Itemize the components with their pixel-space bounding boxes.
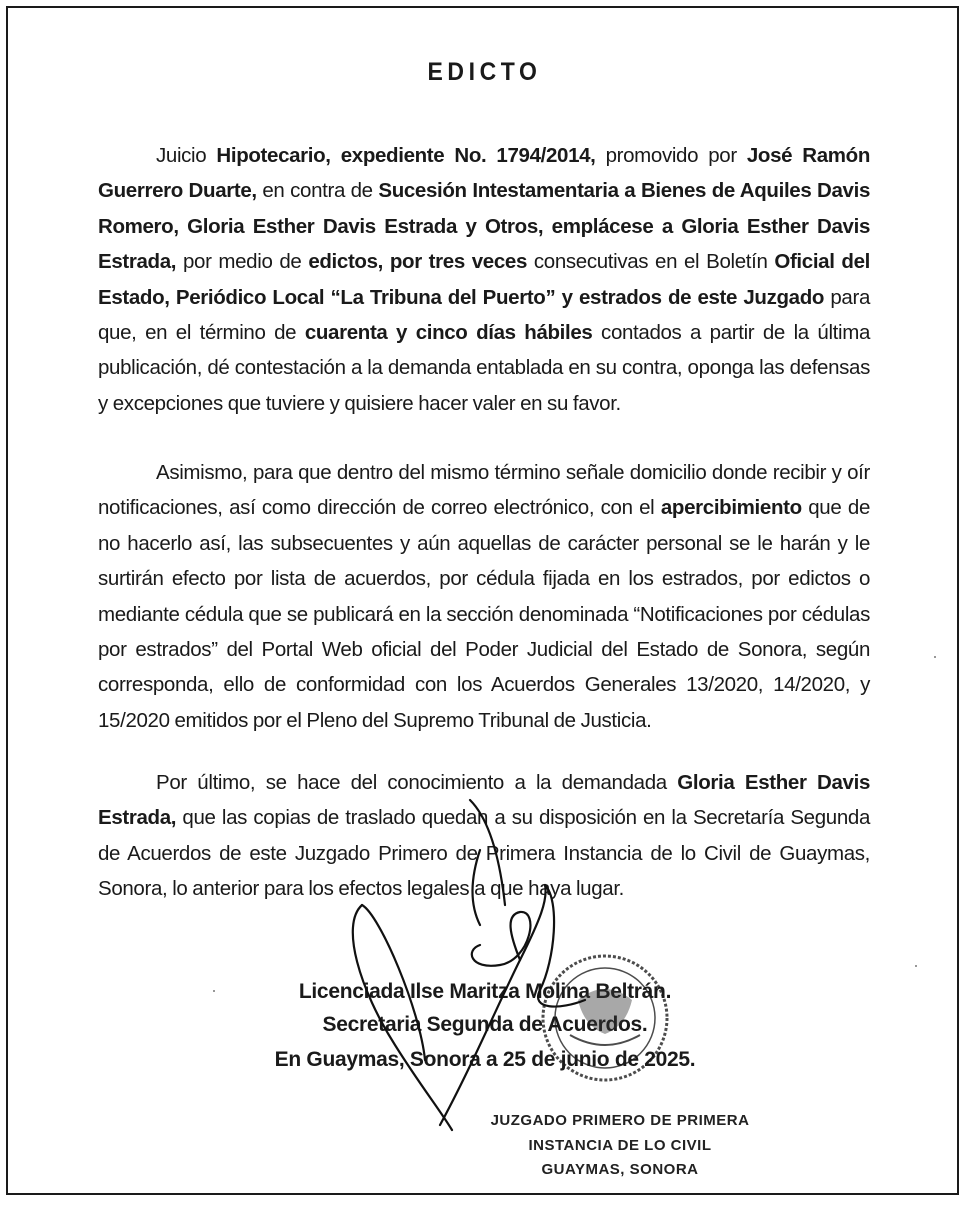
text-run: para que, en el término de	[98, 285, 870, 345]
text-run: en contra de	[256, 179, 379, 203]
bold-text-run: apercibimiento	[660, 496, 802, 520]
paragraph-2	[98, 455, 870, 738]
court-stamp-line-2: INSTANCIA DE LO CIVIL	[528, 1137, 712, 1154]
text-run: que las copias de traslado quedan a su disposición en la Secretaría Segunda de Acuerdos de este Juzgado Primero de Primera Instancia de lo Civil de Guaymas, Sonora, lo anterior para los efectos legales a que haya lugar.	[98, 806, 870, 901]
bold-text-run: Hipotecario, expediente No. 1794/2014,	[216, 144, 596, 167]
text-run: Por último, se hace del conocimiento a la demandada	[156, 771, 678, 794]
text-run: que de no hacerlo así, las subsecuentes y aún aquellas de carácter personal se le harán y le surtirán efecto por lista de acuerdos, por cédula fijada en los estrados, por edictos o mediante cédula que se publicará en la sección denominada “Notificaciones por cédulas por estrados” del Portal Web oficial del Poder Judicial del Estado de Sonora, según corresponda, ello de conformidad con los Acuerdos Generales 13/2020, 14/2020, y 15/2020 emitidos por el Pleno del Supremo Tribunal de Justicia.	[98, 496, 870, 732]
text-run: contados a partir de la última publicación, dé contestación a la demanda entablada en su contra, oponga las defensas y excepciones que tuviere y quisiere hacer valer en su favor.	[98, 321, 870, 415]
scan-speck	[915, 965, 917, 967]
court-stamp-line-3: GUAYMAS, SONORA	[541, 1161, 699, 1178]
scan-speck	[934, 656, 936, 658]
text-run: Asimismo, para que dentro del mismo término señale domicilio donde recibir y oír notificaciones, así como dirección de correo electrónico, con el	[98, 461, 870, 520]
text-run: promovido por	[595, 144, 747, 167]
paragraph-1	[98, 138, 870, 421]
bold-text-run: Oficial del Estado, Periódico Local “La Tribuna del Puerto” y estrados de este Juzgado	[98, 250, 870, 309]
signatory-name: Licenciada Ilse Maritza Molina Beltrán.	[298, 980, 672, 1003]
bold-text-run: José Ramón Guerrero Duarte,	[98, 144, 870, 203]
document-title: EDICTO	[427, 58, 542, 86]
court-stamp-line-1: JUZGADO PRIMERO DE PRIMERA	[490, 1112, 750, 1129]
place-and-date: En Guaymas, Sonora a 25 de junio de 2025.	[274, 1048, 696, 1071]
bold-text-run: Gloria Esther Davis Estrada,	[98, 771, 870, 830]
bold-text-run: edictos, por tres veces	[308, 250, 528, 274]
bold-text-run: cuarenta y cinco días hábiles	[304, 321, 593, 345]
paragraph-3	[98, 765, 870, 907]
text-run: por medio de	[176, 250, 309, 274]
text-run: Juicio	[156, 144, 217, 167]
signatory-role: Secretaria Segunda de Acuerdos.	[322, 1013, 648, 1036]
bold-text-run: Sucesión Intestamentaria a Bienes de Aquiles Davis Romero, Gloria Esther Davis Estrada y Otros, emplácese a Gloria Esther Davis Estrada,	[98, 179, 870, 274]
text-run: consecutivas en el Boletín	[527, 250, 775, 274]
scan-speck	[213, 990, 215, 992]
